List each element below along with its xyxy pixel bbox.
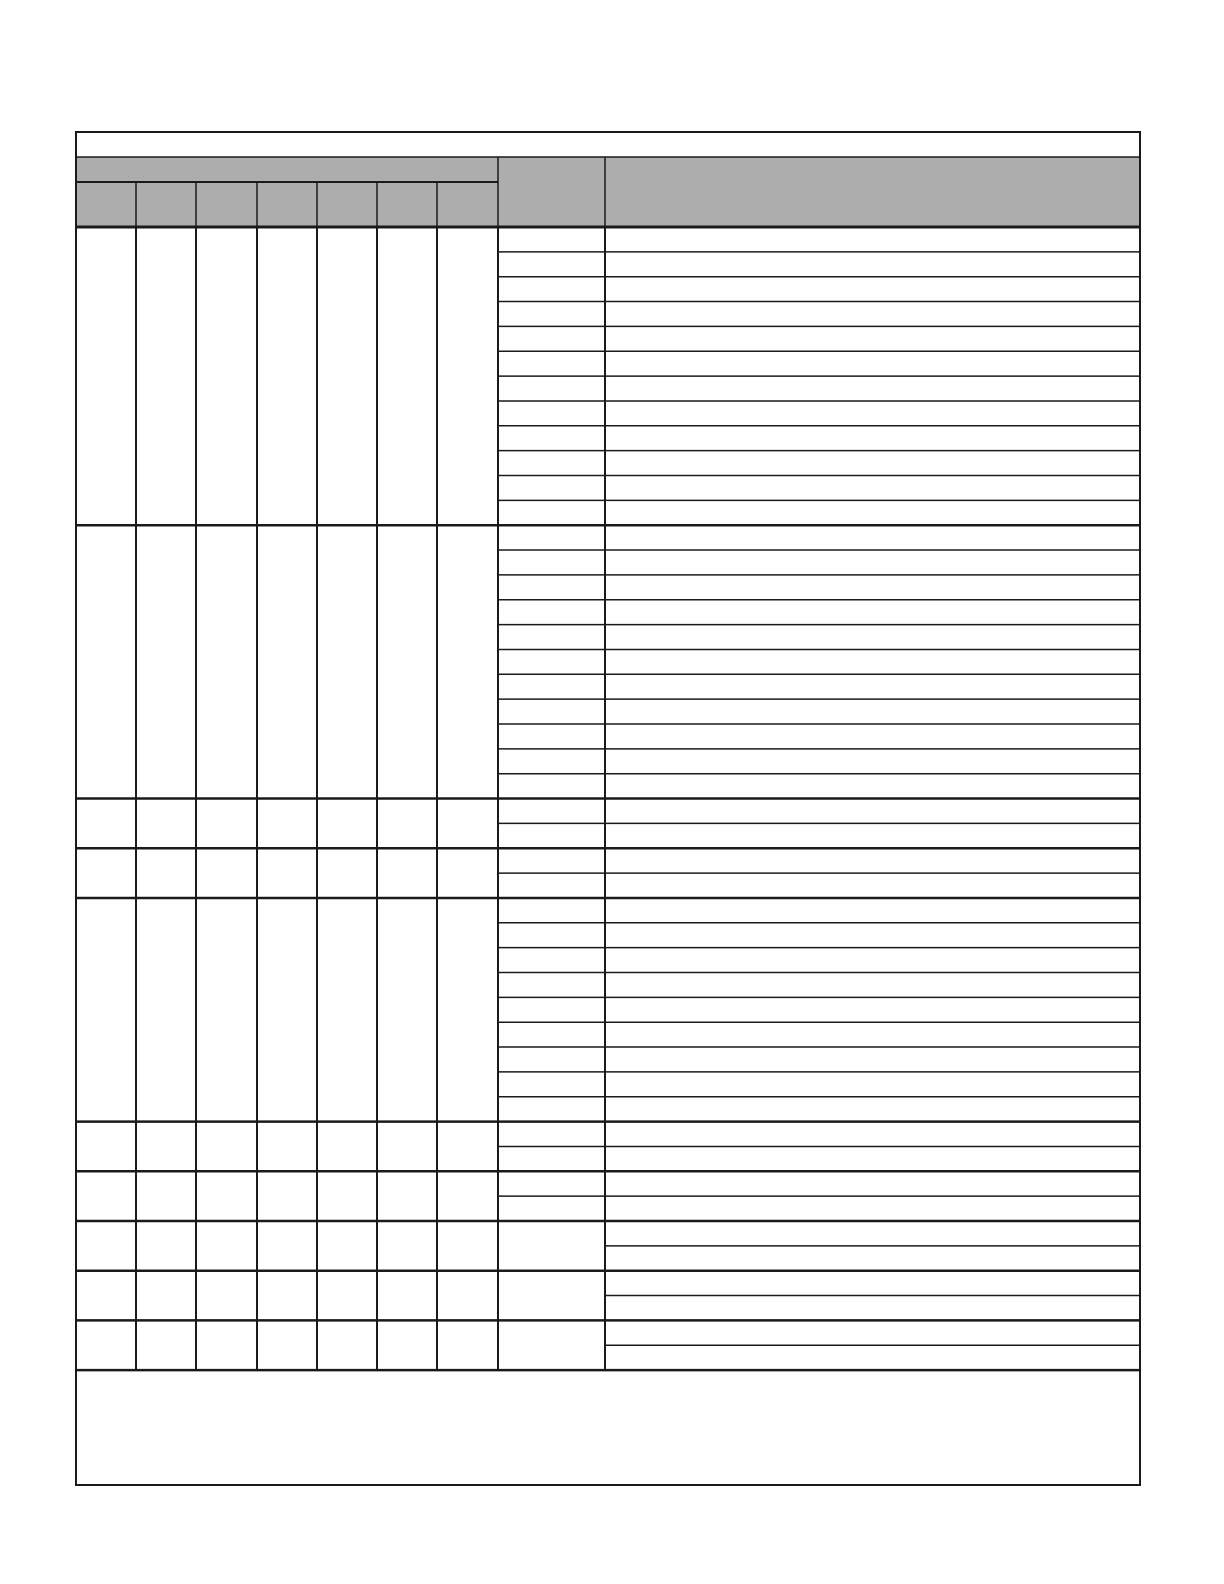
form-table [76, 132, 1140, 1485]
outer-border [76, 132, 1140, 1485]
header-band [76, 157, 1140, 227]
